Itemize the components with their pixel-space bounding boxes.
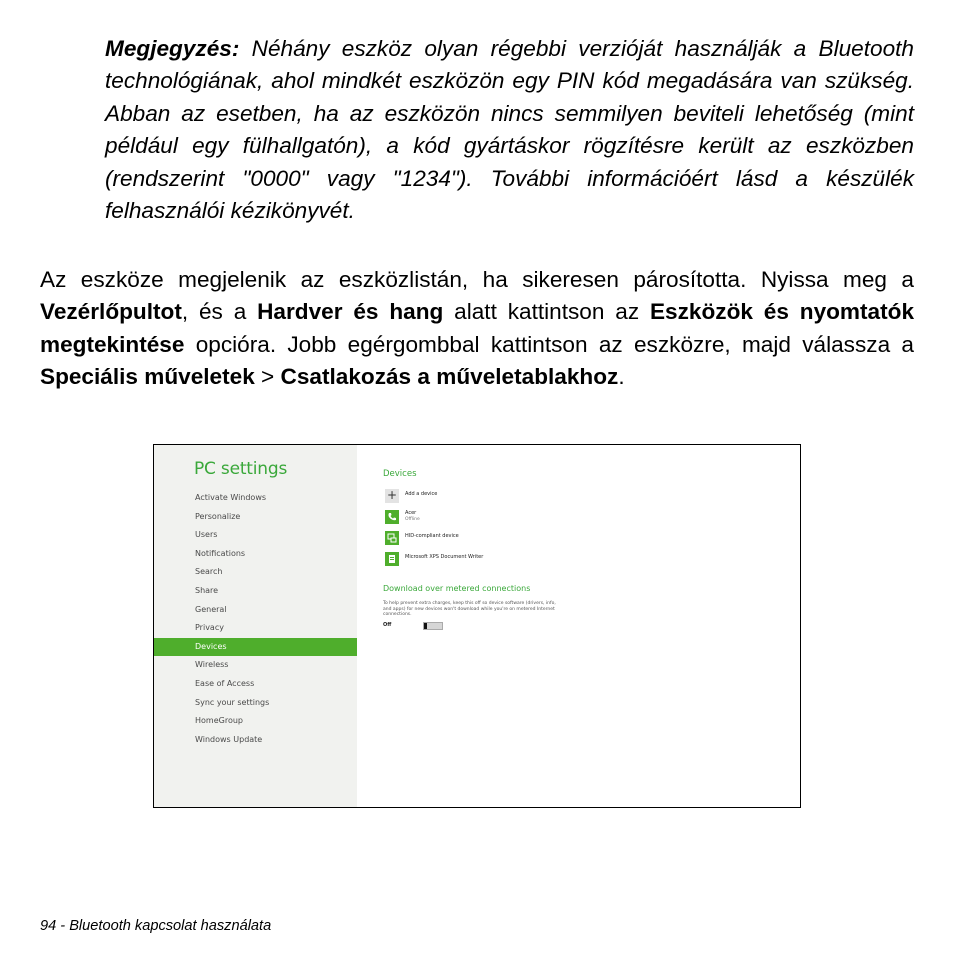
para-text-6: .: [618, 364, 625, 390]
phone-icon: [385, 510, 399, 524]
para-bold-hardware-sound: Hardver és hang: [257, 299, 444, 325]
sidebar-item-homegroup[interactable]: HomeGroup: [195, 716, 243, 726]
para-text-3: alatt kattintson az: [443, 299, 650, 325]
sidebar-item-sync-your-settings[interactable]: Sync your settings: [195, 697, 270, 707]
note-text: Néhány eszköz olyan régebbi verzióját használják a Bluetooth technológiának, ahol mindkét eszközön egy PIN kód megadására van szükség. Abban az esetben, ha az eszközön nincs semmilyen beviteli lehetőség (mint például egy fülhallgatón), a kód gyártáskor rögzítésre került az eszközben (rendszerint "0000" vagy "1234"). További információért lásd a készülék felhasználói kézikönyvét.: [105, 36, 914, 224]
pc-settings-screenshot: [153, 444, 801, 808]
keyboard-monitor-icon: [385, 531, 399, 545]
sidebar-item-notifications[interactable]: Notifications: [195, 548, 246, 558]
sidebar-item-personalize[interactable]: Personalize: [195, 511, 241, 521]
para-bold-advanced-ops: Speciális műveletek: [40, 364, 255, 390]
para-text-1: Az eszköze megjelenik az eszközlistán, ha sikeresen párosította. Nyissa meg a: [40, 267, 914, 292]
para-bold-control-panel: Vezérlőpultot: [40, 299, 182, 325]
sidebar-item-wireless[interactable]: Wireless: [195, 660, 229, 670]
sidebar-item-share[interactable]: Share: [195, 585, 219, 595]
para-bold-devices-printers: Eszközök és nyomtatók megtekintése: [40, 299, 915, 357]
para-text-4: opcióra. Jobb egérgombbal kattintson az eszközre, majd válassza a: [184, 331, 914, 357]
para-bold-connect-action-center: Csatlakozás a műveletablakhoz: [280, 364, 619, 390]
metered-toggle[interactable]: [423, 622, 443, 630]
sidebar-item-privacy[interactable]: Privacy: [195, 623, 224, 633]
device-status: Offline: [405, 517, 420, 522]
sidebar-item-activate-windows[interactable]: Activate Windows: [195, 493, 267, 502]
note-paragraph: [105, 33, 914, 227]
para-text-2: , és a: [181, 299, 258, 325]
page-footer: 94 - Bluetooth kapcsolat használata: [40, 918, 272, 934]
toggle-knob: [424, 623, 427, 629]
device-name: Microsoft XPS Document Writer: [405, 554, 484, 560]
sidebar-list: [154, 489, 357, 749]
instruction-paragraph: [40, 264, 914, 394]
add-device-label: Add a device: [405, 491, 438, 497]
sidebar-item-users[interactable]: Users: [195, 530, 218, 540]
sidebar-item-general[interactable]: General: [195, 604, 227, 614]
toggle-state-label: Off: [383, 622, 392, 628]
sidebar-item-search[interactable]: Search: [195, 567, 223, 577]
sidebar-item-ease-of-access[interactable]: Ease of Access: [195, 678, 255, 688]
sidebar-item-devices[interactable]: Devices: [154, 638, 357, 657]
device-name: HID-compliant device: [405, 533, 459, 539]
plus-icon: +: [386, 488, 398, 502]
sidebar-item-windows-update[interactable]: Windows Update: [195, 734, 263, 744]
settings-sidebar: [154, 445, 357, 807]
metered-description: To help prevent extra charges, keep this off so device software (drivers, info, and apps) for new devices won't download while you're on metered Internet connections.: [383, 601, 556, 618]
note-label: Megjegyzés:: [105, 36, 240, 61]
devices-heading: Devices: [383, 469, 417, 479]
sidebar-title: PC settings: [194, 459, 288, 479]
para-text-5: >: [254, 364, 281, 390]
metered-heading: Download over metered connections: [383, 584, 531, 593]
printer-icon: [385, 552, 399, 566]
devices-pane: [383, 445, 783, 807]
device-name: Acer: [405, 510, 417, 516]
